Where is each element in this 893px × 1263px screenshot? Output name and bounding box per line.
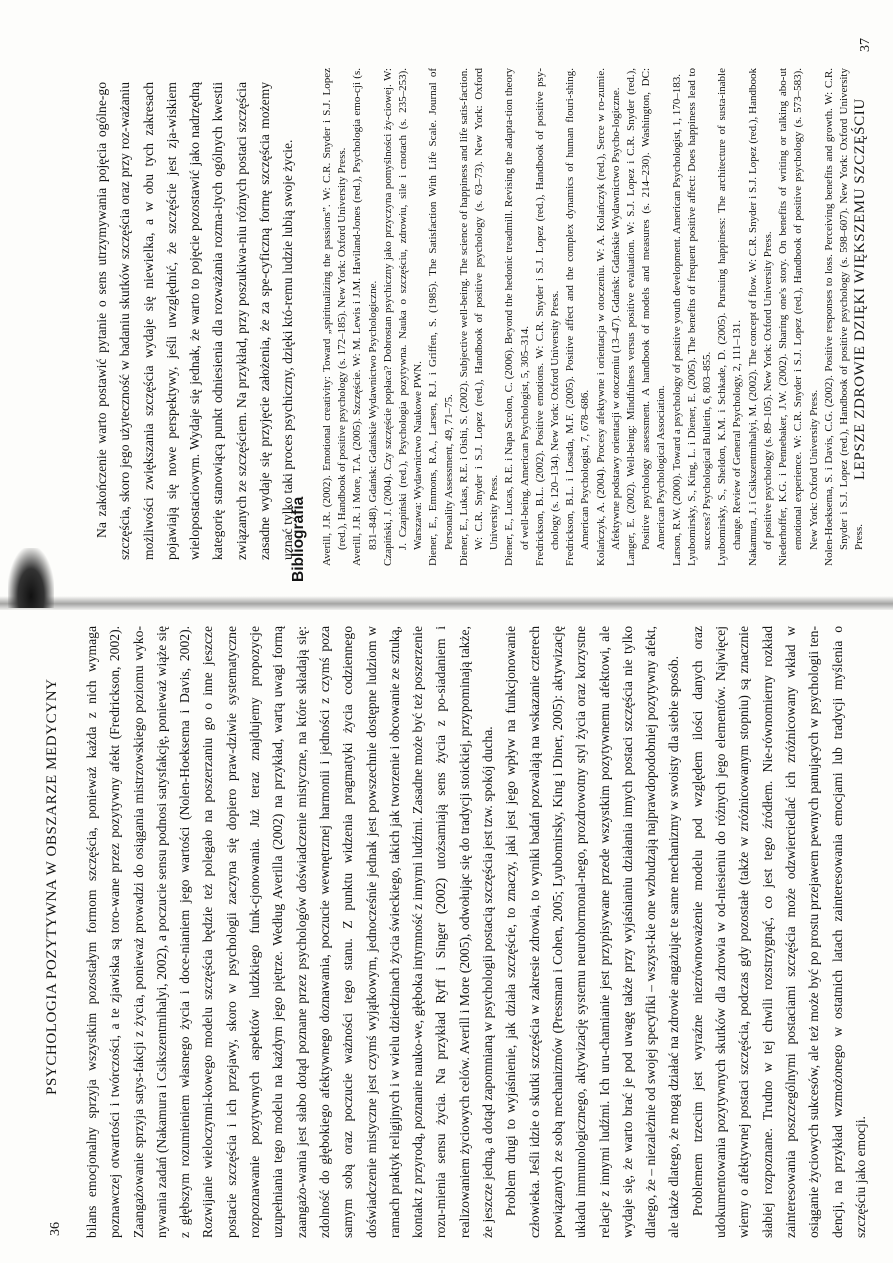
bibliography-entry: Nolen-Hoeksema, S. i Davis, C.G. (2002). Positive responses to loss. Perceiving benefits and growth. W: C.R. Snyder i S.J. Lopez (red.), Handbook of positive psychology (s. 598–607). New York: Oxford University Press. (822, 68, 866, 566)
body-paragraph: Problemem trzecim jest wyraźne niezrównoważenie modelu pod względem ilości danych oraz udokumentowania pozytywnych skutków dla zdrowia w od-niesieniu do różnych jego elementów. Najwięcej wiemy o afektywnej postaci szczęścia, podczas gdy pozostałe (także w zróżnicowanym stopniu) są znacznie słabiej rozpoznane. Trudno w tej chwili rozstrzygnąć, co jest tego źródłem. Nie-równomierny rozkład zainteresowania poszczególnymi postaciami szczęścia może odzwierciedlać ich zróżnicowany wkład w osiąganie życiowych sukcesów, ale też może być po prostu przejawem pewnych panujących w psychologii ten-dencji, na przykład wzmożonego w ostatnich latach zainteresowania emocjami lub tradycji myślenia o szczęściu jako emocji. (689, 626, 868, 1238)
bibliography-list (320, 68, 867, 566)
right-running-head: LEPSZE ZDROWIE DZIĘKI WIĘKSZEMU SZCZĘŚCIU (852, 98, 868, 480)
right-page-intro (90, 82, 300, 560)
body-paragraph: Na zakończenie warto postawić pytanie o sens utrzymywania pojęcia ogólne-go szczęścia, skoro jego użyteczność w badaniu skutków szczęścia oraz przy roz-ważaniu możliwości zwiększania szczęścia wydaje się niewielka, a w obu tych zakresach pojawiają się nowe perspektywy, jeśli uwzględnić, że szczęście jest zja-wiskiem wielopostaciowym. Wydaje się jednak, że warto to pojęcie pozostawić jako nadrzędną kategorię stanowiącą punkt odniesienia dla rozważania rozma-itych ogólnych kwestii związanych ze szczęściem. Na przykład, przy poszukiwa-niu różnych postaci szczęścia zasadne wydaje się przyjęcie założenia, że za spe-cyficzną formę szczęścia możemy uznać tylko taki proces psychiczny, dzięki któ-remu ludzie lubią swoje życie. (94, 82, 296, 560)
bibliography-entry: Niederhoffer, K.G. i Pennebaker, J.W. (2002). Sharing one's story. On benefits of writing or talking abo-ut emotional experience. W: C.R. Snyder i S.J. Lopez (red.), Handbook of positive psychology (s. 573–583). New York: Oxford University Press. (777, 68, 820, 566)
bibliography-entry: Nakamura, J. i Csikszentmihalyi, M. (2002). The concept of flow. W: C.R. Snyder i S.J. Lopez (red.), Handbook of positive psychology (s. 89–105). New York: Oxford University Press. (746, 68, 774, 566)
body-paragraph: Problem drugi to wyjaśnienie, jak działa szczęście, to znaczy, jaki jest jego wpływ na funkcjonowanie człowieka. Jeśli idzie o skutki szczęścia w zakresie zdrowia, to wyniki badań pozwalają na wskazanie czterech powiązanych ze sobą mechanizmów (Pressman i Cohen, 2005; Lyubomirsky, King i Diner, 2005): aktywizację układu immunologicznego, aktywizację systemu neurohormonal-nego, prozdrowotny styl życia oraz korzystne relacje z innymi ludźmi. Ich uru-chamianie jest przypisywane przede wszystkim pozytywnemu afektowi, ale wydaje się, że warto brać je pod uwagę także przy wyjaśnianiu działania innych postaci szczęścia nie tylko dlatego, że – niezależnie od swojej specyfiki – wszyst-kie one wzbudzają najprawdopodobniej pozytywny afekt, ale także dlatego, że mogą działać na zdrowie angażując te same mechanizmy w swoisty dla siebie sposób. (503, 626, 682, 1238)
left-page-number: 36 (48, 1222, 63, 1236)
bibliography-entry: Larson, R.W. (2000). Toward a psychology of positive youth development. American Psychologist, 1, 170–183. (670, 73, 683, 566)
bibliography-entry: Lyubomirsky, S., King, L. i Diener, E. (2005). The benefits of frequent positive affect: Does happiness lead to success? Psychological Bulletin, 6, 803–855. (685, 68, 714, 566)
bibliography-entry: Diener, E., Lucas, R.E. i Napa Scolon, C. (2006). Beyond the hedonic treadmill. Revising the adapta-tion theory of well-being. American Psychologist, 5, 305–314. (503, 68, 531, 566)
bibliography-heading: Bibliografia (290, 496, 307, 582)
left-running-head: PSYCHOLOGIA POZYTYWNA W OBSZARZE MEDYCYNY (44, 678, 60, 1095)
body-paragraph: bilans emocjonalny sprzyja wszystkim pozostałym formom szczęścia, ponieważ każda z nich wymaga poznawczej otwartości i twórczości, a te zjawiska są toro-wane przez pozytywny afekt (Fredrickson, 2002). Zaangażowanie sprzyja satys-fakcji z życia, ponieważ prowadzi do osiągania mistrzowskiego poziomu wyko-nywania zadań (Nakamura i Csikszentmihalyi, 2002), a poczucie sensu podnosi satysfakcję, ponieważ wiąże się z głębszym rozumieniem własnego życia i doce-nianiem jego wartości (Nolen-Hoeksema i Davis, 2002). Rozwijanie wieloczynni-kowego modelu szczęścia będzie też polegało na poszerzaniu go o inne jeszcze postacie szczęścia i ich przejawy, skoro w psychologii zaczyna się dopiero praw-dziwie systematyczne rozpoznawanie pozytywnych aspektów ludzkiego funk-cjonowania. Już teraz znajdujemy propozycje uzupełniania tego modelu na każdym jego piętrze. Według Averilla (2002) na przykład, wartą uwagi formą zaangażo-wania jest słabo dotąd poznane przez psychologów doświadczenie mistyczne, na które składają się: zdolność do głębokiego afektywnego doznawania, poczucie wewnętrznej harmonii i jedności z czymś poza samym sobą oraz poczucie ważności tego stanu. Z punktu widzenia pragmatyki życia codziennego doświadczenie mistyczne jest czymś wyjątkowym, jednocześnie jednak jest powszechnie dostępne ludziom w ramach praktyk religijnych i w wielu dziedzinach życia świeckiego, takich jak tworzenie i obcowanie ze sztuką, kontakt z przyrodą, poznanie nauko-we, głęboka intymność z innymi ludźmi. Zasadne może być też poszerzenie rozu-mienia sensu życia. Na przykład Ryff i Singer (2002) utożsamiają sens życia z po-siadaniem i realizowaniem życiowych celów. Averill i More (2005), odwołując się do tradycji stoickiej, przypominają także, że jeszcze jedną, a dotąd zapomnianą w psychologii postacią szczęścia jest tzw. spokój ducha. (84, 626, 496, 1238)
bibliography-entry: Czapiński, J. (2004). Czy szczęście popłaca? Dobrostan psychiczny jako przyczyna pomyślności ży-ciowej. W: J. Czapiński (red.), Psychologia pozytywna. Nauka o szczęściu, zdrowiu, sile i cnotach (s. 235–253). Warszawa: Wydawnictwo Naukowe PWN. (381, 68, 425, 566)
bibliography-entry: Langer, E. (2002). Well-being: Mindfulness versus positive evaluation. W: S.J. Lopez i C.R. Snyder (red.), Positive psychology assessment. A handbook of models and measures (s. 214–230). Washington, DC: American Psychological Association. (625, 68, 668, 566)
right-page-number: 37 (858, 38, 873, 52)
bibliography-entry: Kolańczyk, A. (2004). Procesy afektywne i orientacja w otoczeniu. W: A. Kolańczyk (red.), Serce w ro-zumie. Afektywne podstawy orientacji w otoczeniu (13–47). Gdańsk: Gdańskie Wydawnictwo Psycho-logiczne. (594, 68, 622, 566)
binding-shadow (8, 548, 54, 608)
left-page-body (80, 626, 872, 1238)
bibliography-entry: Lyubomirsky, S., Sheldon, K.M. i Schkade, D. (2005). Pursuing happiness: The architecture of susta-inable change. Review of General Psychology, 2, 111–131. (716, 68, 744, 566)
bibliography-entry: Averill, J.R. i More, T.A. (2005). Szczęście. W: M. Lewis i J.M. Haviland-Jones (red.), Psychologia emo-cji (s. 831–848). Gdańsk: Gdańskie Wydawnictwo Psychologiczne. (351, 68, 379, 566)
bibliography-entry: Diener, E., Lukas, R.E. i Oishi, S. (2002). Subjective well-being. The science of happiness and life satis-faction. W: C.R. Snyder i S.J. Lopez (red.), Handbook of positive psychology (s. 63–73). New York: Oxford University Press. (457, 68, 501, 566)
bibliography-entry: Diener, E., Emmons, R.A., Larsen, R.J. i Griffen, S. (1985). The Satisfaction With Life Scale. Journal of Personality Assessment, 49, 71–75. (427, 68, 455, 566)
bibliography-entry: Averill, J.R. (2002). Emotional creativity: Toward „spiritualizing the passions”. W: C.R. Snyder i S.J. Lopez (red.), Handbook of positive psychology (s. 172–185). New York: Oxford University Press. (321, 68, 349, 566)
page-fold-shadow (0, 596, 893, 610)
bibliography-entry: Fredrickson, B.L. (2002). Positive emotions. W: C.R. Snyder i S.J. Lopez (red.), Handbook of positive psy-chology (s. 120–134). New York: Oxford University Press. (533, 68, 562, 566)
bibliography-entry: Fredrickson, B.L. i Losada, M.F. (2005). Positive affect and the complex dynamics of human flouri-shing. American Psychologist, 7, 678–686. (564, 68, 592, 566)
